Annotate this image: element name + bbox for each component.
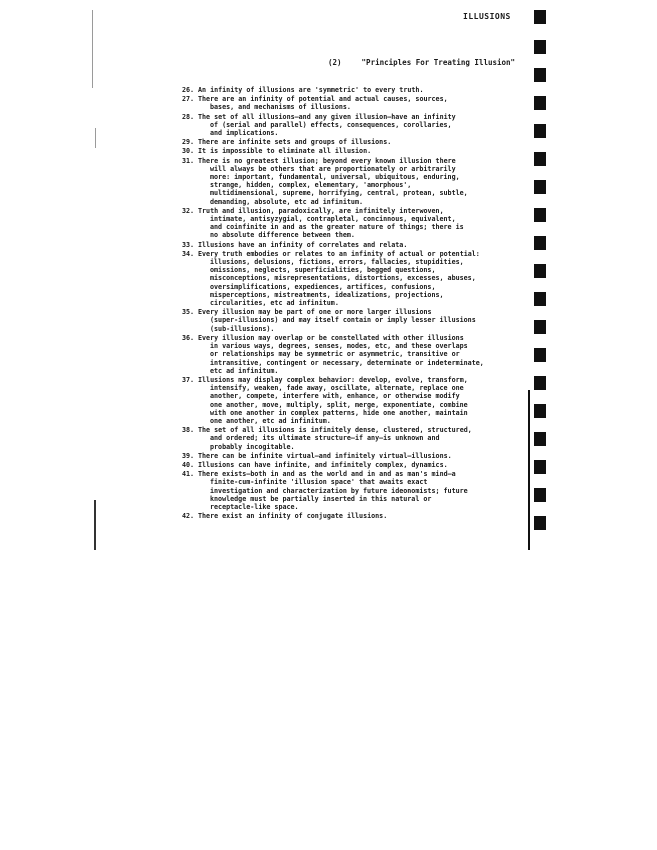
- item-text: [198, 250, 512, 307]
- item-line: or relationships may be symmetric or asymmetric, transitive or: [210, 350, 460, 359]
- list-item: [182, 113, 512, 138]
- item-line: circularities, etc ad infinitum.: [210, 299, 339, 308]
- binder-ring: [534, 208, 546, 222]
- list-item: [182, 250, 512, 307]
- binder-ring: [534, 152, 546, 166]
- margin-mark: [94, 500, 96, 550]
- list-item: [182, 241, 512, 249]
- item-line: (super-illusions) and may itself contain or imply lesser illusions: [210, 316, 476, 325]
- item-number: 38.: [182, 426, 195, 435]
- item-number: 29.: [182, 138, 195, 147]
- list-item: [182, 461, 512, 469]
- item-line: Illusions can have infinite, and infinitely complex, dynamics.: [198, 460, 448, 469]
- item-line: There exist an infinity of conjugate illusions.: [198, 512, 388, 521]
- list-item: [182, 426, 512, 451]
- item-text: [198, 147, 512, 155]
- item-line: bases, and mechanisms of illusions.: [210, 103, 351, 112]
- binder-ring: [534, 236, 546, 250]
- item-line: probably incogitable.: [210, 442, 295, 451]
- binder-strip: [527, 0, 657, 850]
- item-text: [198, 461, 512, 469]
- binder-ring: [534, 460, 546, 474]
- item-line: There can be infinite virtual—and infinitely virtual—illusions.: [198, 451, 452, 460]
- binder-ring: [534, 180, 546, 194]
- item-text: [198, 452, 512, 460]
- binder-ring: [534, 320, 546, 334]
- binder-ring: [534, 10, 546, 24]
- item-line: one another, etc ad infinitum.: [210, 416, 331, 425]
- binder-ring: [534, 516, 546, 530]
- list-item: [182, 95, 512, 111]
- item-line: There are infinite sets and groups of illusions.: [198, 138, 392, 147]
- binder-ring: [534, 432, 546, 446]
- binder-ring: [534, 40, 546, 54]
- item-line: no absolute difference between them.: [210, 231, 355, 240]
- item-line: Illusions may display complex behavior: develop, evolve, transform,: [198, 375, 468, 384]
- item-number: 37.: [182, 375, 195, 384]
- binder-ring: [534, 348, 546, 362]
- item-number: 35.: [182, 308, 195, 317]
- item-number: 36.: [182, 333, 195, 342]
- margin-mark: [92, 10, 93, 88]
- item-text: [198, 308, 512, 333]
- list-item: [182, 207, 512, 240]
- item-line: of (serial and parallel) effects, consequences, corollaries,: [210, 120, 452, 129]
- page-number: (2): [328, 58, 342, 67]
- item-line: oversimplifications, expediences, artifices, confusions,: [210, 282, 436, 291]
- item-number: 42.: [182, 512, 195, 521]
- binder-ring: [534, 96, 546, 110]
- item-text: [198, 86, 512, 94]
- item-text: [198, 512, 512, 520]
- item-line: investigation and characterization by future ideonomists; future: [210, 486, 468, 495]
- item-text: [198, 157, 512, 206]
- item-line: omissions, neglects, superficialities, begged questions,: [210, 266, 436, 275]
- list-item: [182, 334, 512, 375]
- item-line: The set of all illusions is infinitely dense, clustered, structured,: [198, 426, 472, 435]
- item-text: [198, 334, 512, 375]
- item-number: 34.: [182, 249, 195, 258]
- binder-ring: [534, 68, 546, 82]
- item-line: multidimensional, supreme, horrifying, central, protean, subtle,: [210, 189, 468, 198]
- item-line: receptacle-like space.: [210, 502, 299, 511]
- item-line: Illusions have an infinity of correlates and relata.: [198, 240, 408, 249]
- binder-ring: [534, 292, 546, 306]
- item-line: finite-cum-infinite 'illusion space' that awaits exact: [210, 478, 428, 487]
- list-item: [182, 376, 512, 425]
- item-number: 30.: [182, 147, 195, 156]
- item-line: another, compete, interfere with, enhance, or otherwise modify: [210, 392, 460, 401]
- list-item: [182, 308, 512, 333]
- item-number: 26.: [182, 86, 195, 94]
- running-head: ILLUSIONS: [463, 12, 511, 21]
- item-text: [198, 426, 512, 451]
- item-line: knowledge must be partially inserted in this natural or: [210, 494, 432, 503]
- item-line: misperceptions, mistreatments, idealizations, projections,: [210, 290, 444, 299]
- binder-ring: [534, 264, 546, 278]
- item-line: will always be others that are proportionately or arbitrarily: [210, 164, 456, 173]
- list-item: [182, 470, 512, 511]
- item-line: intensify, weaken, fade away, oscillate, alternate, replace one: [210, 384, 464, 393]
- binder-spine: [528, 390, 530, 550]
- item-number: 28.: [182, 112, 195, 121]
- item-number: 31.: [182, 156, 195, 165]
- binder-ring: [534, 124, 546, 138]
- item-number: 41.: [182, 470, 195, 479]
- item-line: misconceptions, misrepresentations, distortions, excesses, abuses,: [210, 274, 476, 283]
- item-line: Every truth embodies or relates to an infinity of actual or potential:: [198, 249, 480, 258]
- item-line: and implications.: [210, 129, 279, 138]
- item-line: one another, move, multiply, split, merge, exponentiate, combine: [210, 400, 468, 409]
- item-line: Every illusion may overlap or be constellated with other illusions: [198, 333, 464, 342]
- item-line: It is impossible to eliminate all illusion.: [198, 147, 372, 156]
- item-line: (sub-illusions).: [210, 324, 275, 333]
- page-title: "Principles For Treating Illusion": [361, 58, 516, 67]
- item-line: Truth and illusion, paradoxically, are infinitely interwoven,: [198, 206, 444, 215]
- item-line: with one another in complex patterns, hide one another, maintain: [210, 408, 468, 417]
- item-text: [198, 207, 512, 240]
- list-item: [182, 86, 512, 94]
- binder-ring: [534, 376, 546, 390]
- binder-ring: [534, 404, 546, 418]
- binder-ring: [534, 488, 546, 502]
- item-number: 27.: [182, 95, 195, 104]
- item-text: [198, 113, 512, 138]
- item-line: The set of all illusions—and any given illusion—have an infinity: [198, 112, 456, 121]
- margin-mark: [95, 128, 96, 148]
- item-line: There is no greatest illusion; beyond every known illusion there: [198, 156, 456, 165]
- item-line: intimate, antisyzygial, contrapletal, concinnous, equivalent,: [210, 215, 456, 224]
- item-line: and ordered; its ultimate structure—if any—is unknown and: [210, 434, 440, 443]
- item-line: illusions, delusions, fictions, errors, fallacies, stupidities,: [210, 258, 464, 267]
- item-number: 33.: [182, 240, 195, 249]
- item-text: [198, 241, 512, 249]
- list-item: [182, 512, 512, 520]
- list-item: [182, 147, 512, 155]
- list-item: [182, 157, 512, 206]
- item-line: An infinity of illusions are 'symmetric' to every truth.: [198, 86, 424, 94]
- item-line: and coinfinite in and as the greater nature of things; there is: [210, 223, 464, 232]
- principles-list: [182, 86, 512, 521]
- item-line: demanding, absolute, etc ad infinitum.: [210, 197, 363, 206]
- list-item: [182, 452, 512, 460]
- item-line: etc ad infinitum.: [210, 366, 279, 375]
- list-item: [182, 138, 512, 146]
- item-number: 40.: [182, 460, 195, 469]
- item-line: There are an infinity of potential and actual causes, sources,: [198, 95, 448, 104]
- item-line: more: important, fundamental, universal, ubiquitous, enduring,: [210, 173, 460, 182]
- page-header: [328, 58, 515, 67]
- item-line: strange, hidden, complex, elementary, 'amorphous',: [210, 181, 412, 190]
- item-text: [198, 138, 512, 146]
- item-line: Every illusion may be part of one or more larger illusions: [198, 308, 432, 317]
- item-line: in various ways, degrees, senses, modes, etc, and these overlaps: [210, 342, 468, 351]
- item-number: 32.: [182, 206, 195, 215]
- item-line: intransitive, contingent or necessary, determinate or indeterminate,: [210, 358, 484, 367]
- item-number: 39.: [182, 451, 195, 460]
- item-text: [198, 470, 512, 511]
- item-text: [198, 376, 512, 425]
- item-text: [198, 95, 512, 111]
- item-line: There exists—both in and as the world and in and as man's mind—a: [198, 470, 456, 479]
